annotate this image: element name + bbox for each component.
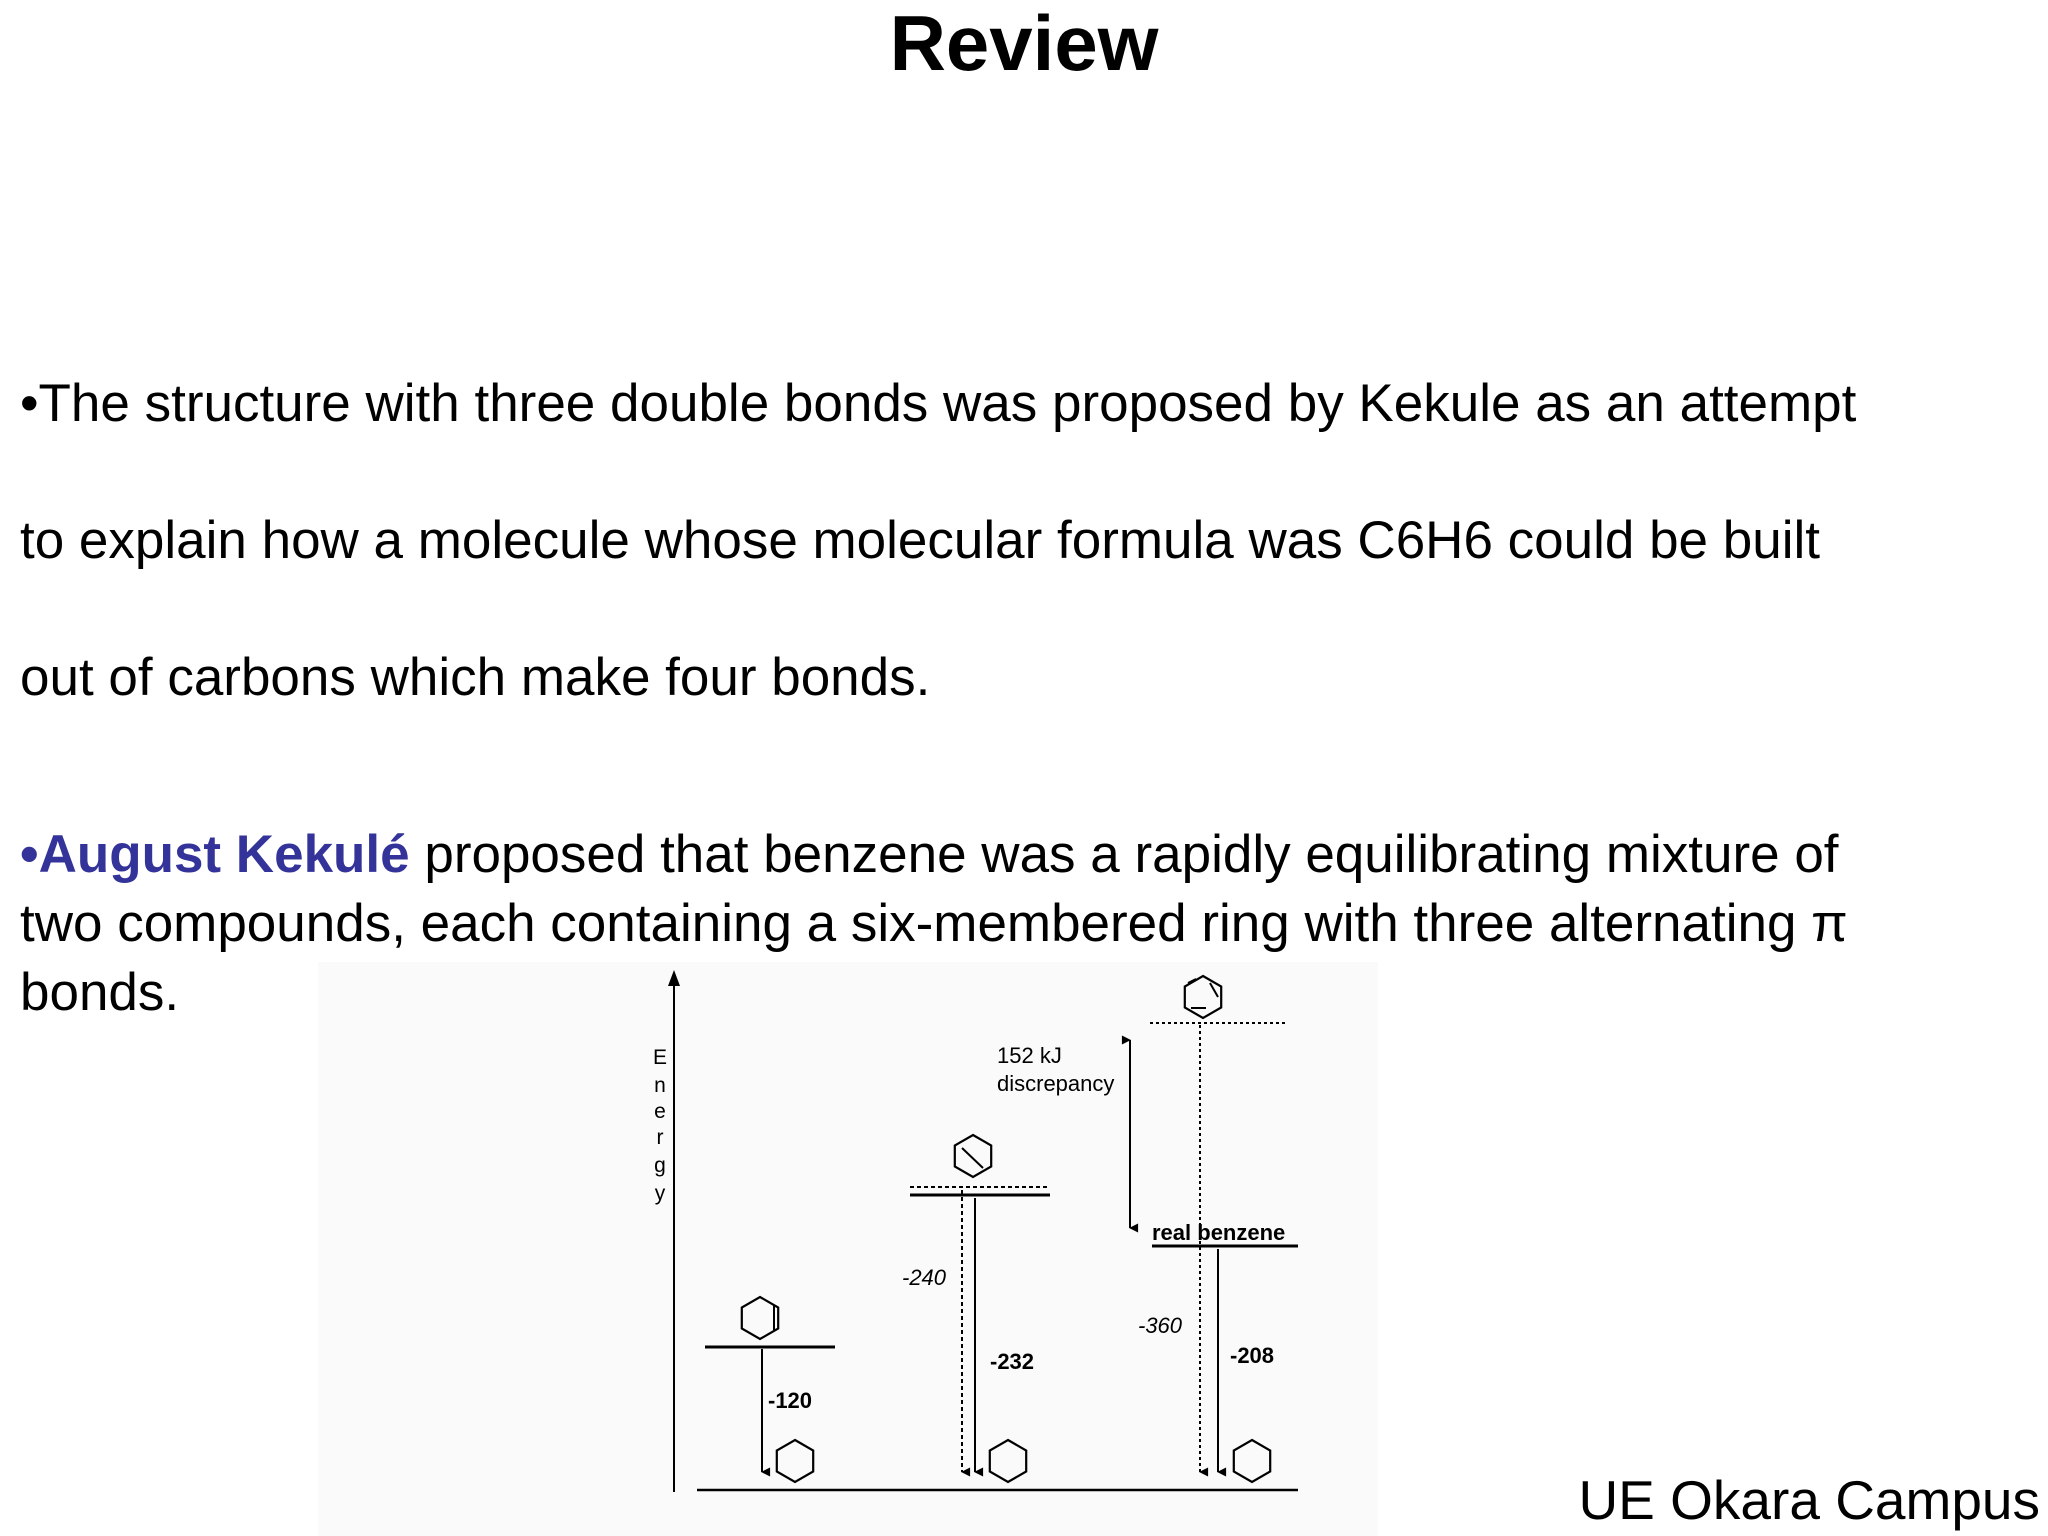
kekule-name: August Kekulé [38,825,410,884]
energy-letter-y: y [654,1182,666,1205]
discrepancy-label-line1: 152 kJ [997,1043,1062,1068]
value-minus-120: -120 [768,1388,813,1413]
discrepancy-label-line2: discrepancy [997,1071,1115,1096]
slide-title: Review [889,0,1159,87]
bullet1-line3: out of carbons which make four bonds. [20,648,931,707]
energy-letter-n: n [654,1074,666,1097]
bullet-kekule-structure [20,335,2030,746]
energy-letter-r: r [656,1126,664,1149]
energy-letter-g: g [654,1154,666,1177]
value-minus-240: -240 [902,1265,947,1290]
real-benzene-label: real benzene [1152,1220,1286,1245]
hydrogenation-energy-diagram [315,960,1385,1536]
value-minus-232: -232 [990,1349,1035,1374]
energy-letter-e2: e [654,1100,666,1123]
value-minus-208: -208 [1230,1343,1275,1368]
bullet2-marker: • [20,825,39,884]
bullet2-line2: two compounds, each containing a six-membered ring with three alternating π [20,894,1848,953]
bullet2-line1-rest: proposed that benzene was a rapidly equilibrating mixture of [409,825,1839,884]
bullet1-line1: •The structure with three double bonds was proposed by Kekule as an attempt [20,374,1857,433]
bullet2-line3: bonds. [20,963,180,1022]
footer-campus: UE Okara Campus [1578,1469,2040,1531]
bullet2-line1 [20,820,2030,889]
value-minus-360: -360 [1138,1313,1183,1338]
bullet1-line2: to explain how a molecule whose molecular formula was C6H6 could be built [20,511,1820,570]
energy-letter-e: E [652,1046,668,1069]
